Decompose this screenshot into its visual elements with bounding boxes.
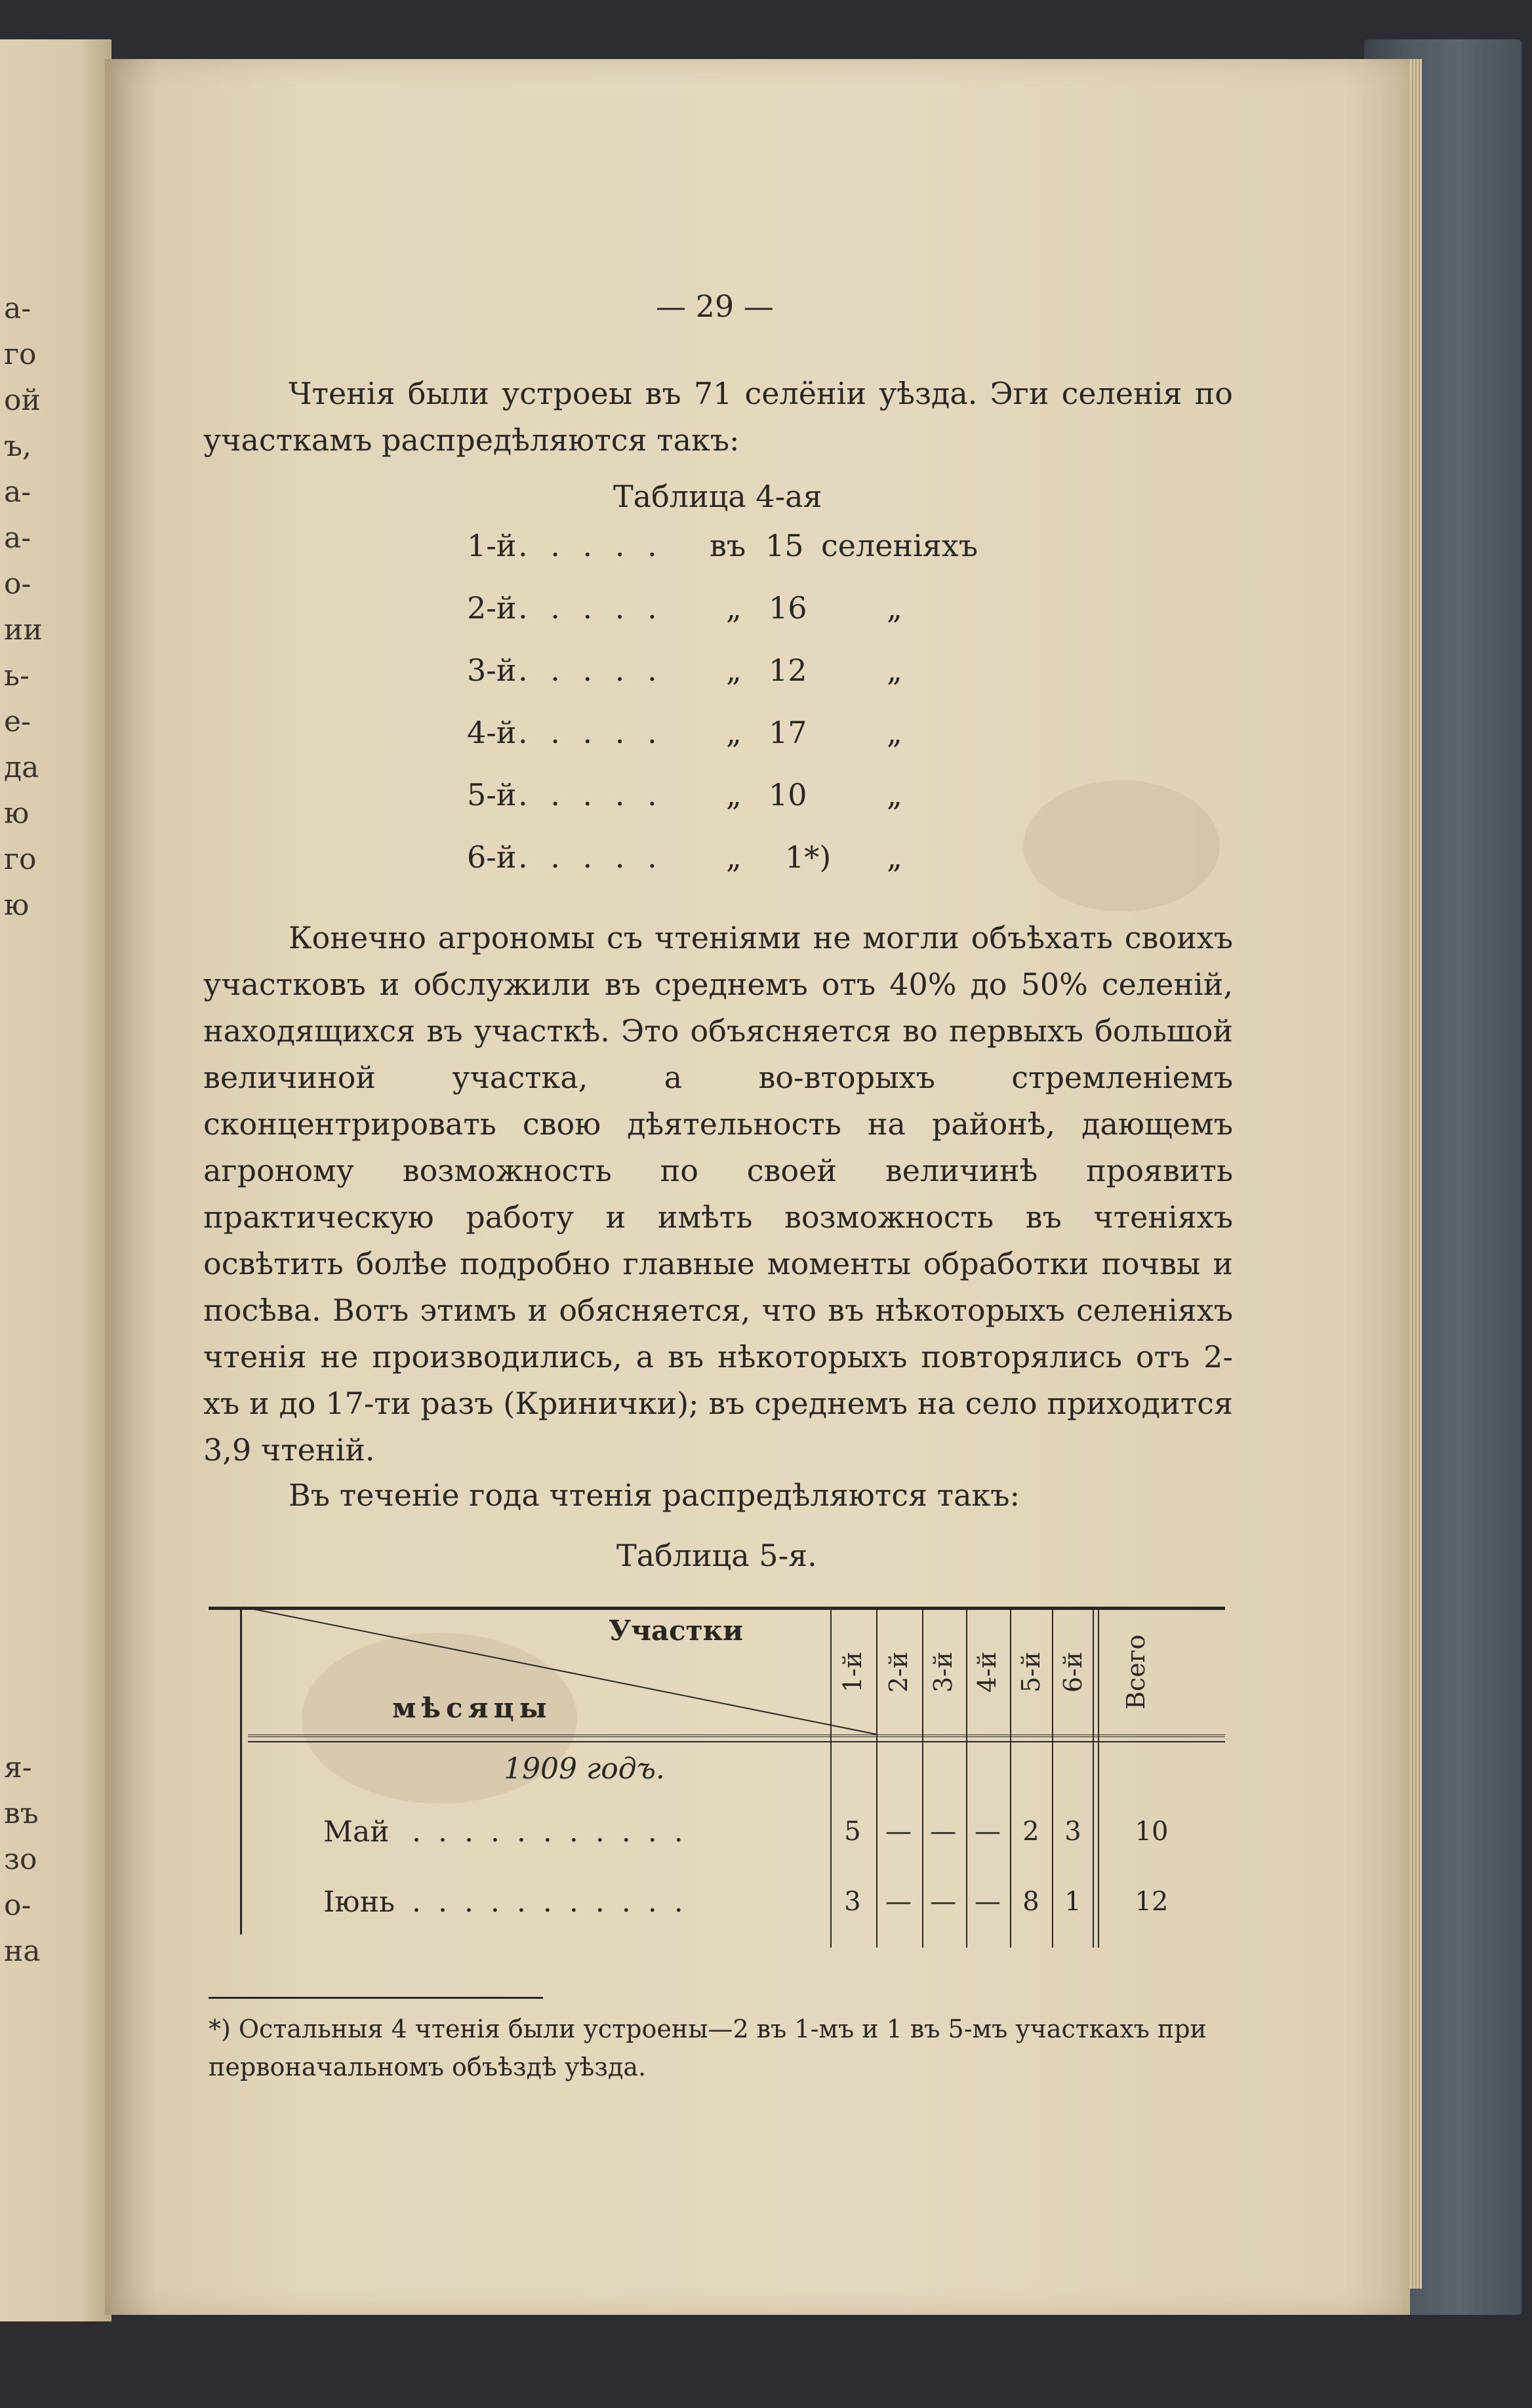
left-page-fragment: о- <box>4 1889 31 1922</box>
table-row <box>467 652 926 715</box>
left-page-fragment: а- <box>4 292 31 325</box>
table-cell: — <box>975 1816 1001 1847</box>
table-5 <box>209 1607 1225 1948</box>
left-page-fragment: е- <box>4 705 31 738</box>
row-value: 10 <box>769 777 807 813</box>
row-value: 16 <box>769 590 807 626</box>
row-label: 3-й <box>467 652 517 688</box>
table-cell: — <box>930 1887 956 1917</box>
row-prep: „ <box>726 777 742 813</box>
row-prep: „ <box>726 652 742 688</box>
row-unit: селеніяхъ <box>821 528 978 563</box>
column-header: Всего <box>1121 1634 1150 1710</box>
left-page-fragment: а- <box>4 475 31 509</box>
table-cell: 8 <box>1022 1887 1039 1917</box>
column-header: 5-й <box>1017 1651 1045 1693</box>
left-page-fragment: ю <box>4 889 30 922</box>
paragraph-intro <box>203 371 1233 464</box>
row-dots: . . . . . <box>518 777 664 813</box>
footnote-rule <box>209 1997 543 1999</box>
paragraph-main <box>203 915 1233 1474</box>
table-cell: 1 <box>1064 1887 1081 1917</box>
row-unit: „ <box>887 839 902 875</box>
column-header: 4-й <box>973 1651 1001 1693</box>
row-value: 17 <box>769 715 807 750</box>
row-dots: . . . . . . . . . . . <box>412 1885 687 1919</box>
row-dots: . . . . . <box>518 590 664 626</box>
left-page-fragment: го <box>4 338 37 371</box>
table-cell: 3 <box>844 1887 861 1917</box>
header-double-rule <box>248 1735 1225 1742</box>
row-dots: . . . . . <box>518 528 664 563</box>
footnote: *) Остальныя 4 чтенія были устроены—2 въ 1-мъ и 1 въ 5-мъ участкахъ при первоначальномъ объѣздѣ уѣзда. <box>209 2015 1207 2081</box>
left-page-fragment: го <box>4 843 37 876</box>
table-row <box>467 839 926 902</box>
table-cell: — <box>885 1816 912 1847</box>
table-cell: 3 <box>1064 1816 1081 1847</box>
table-cell-total: 10 <box>1135 1816 1169 1847</box>
left-page-fragment: ь- <box>4 659 30 692</box>
header-sections-label: Участки <box>609 1615 744 1647</box>
row-unit: „ <box>887 715 902 750</box>
left-page-fragment: ю <box>4 797 30 830</box>
row-unit: „ <box>887 590 902 626</box>
table-row <box>467 528 978 590</box>
column-rule <box>830 1607 832 1948</box>
row-value: 1*) <box>785 839 832 875</box>
column-header: 6-й <box>1058 1651 1087 1693</box>
paragraph-text: Въ теченіе года чтенія распредѣляются такъ: <box>289 1477 1020 1513</box>
header-months-label: мѣсяцы <box>392 1692 552 1724</box>
year-label: 1909 годъ. <box>504 1752 665 1786</box>
table-row <box>467 715 926 777</box>
row-value: 12 <box>769 652 807 688</box>
left-page-fragment: на <box>4 1935 41 1968</box>
row-prep: „ <box>726 715 742 750</box>
page-number: — 29 — <box>656 289 774 324</box>
row-unit: „ <box>887 652 902 688</box>
row-dots: . . . . . <box>518 652 664 688</box>
left-page-fragment: а- <box>4 521 31 555</box>
column-header: 3-й <box>929 1651 958 1693</box>
paper-stain <box>1023 780 1220 912</box>
month-label: Іюнь <box>323 1885 395 1919</box>
column-rule <box>966 1607 967 1948</box>
table-cell: 5 <box>844 1816 861 1847</box>
table-cell: — <box>885 1887 912 1917</box>
column-header: 1-й <box>838 1651 867 1693</box>
row-label: 6-й <box>467 839 517 875</box>
column-header: 2-й <box>884 1651 913 1693</box>
row-dots: . . . . . <box>518 839 664 875</box>
column-rule <box>876 1607 877 1948</box>
left-page-fragment: ой <box>4 384 41 417</box>
row-dots: . . . . . <box>518 715 664 750</box>
table-row <box>467 777 926 839</box>
row-label: 2-й <box>467 590 517 626</box>
row-prep: „ <box>726 590 742 626</box>
left-page-fragment: о- <box>4 567 31 601</box>
left-page-fragment: зо <box>4 1843 37 1876</box>
table-row <box>467 590 926 652</box>
table-cell-total: 12 <box>1135 1887 1169 1917</box>
left-page-fragment: ии <box>4 613 43 647</box>
left-page-fragment: я- <box>4 1751 32 1784</box>
left-page <box>0 39 111 2321</box>
table-cell: — <box>930 1816 956 1847</box>
paragraph-table5-intro <box>203 1472 1233 1519</box>
month-label: Май <box>323 1815 390 1849</box>
column-rule <box>1098 1607 1099 1948</box>
table-5-title: Таблица 5-я. <box>616 1538 817 1573</box>
row-dots: . . . . . . . . . . . <box>412 1815 687 1849</box>
table-left-rule <box>240 1607 242 1935</box>
left-page-fragment: ъ, <box>4 430 31 463</box>
paragraph-text: Чтенія были устроеы въ 71 селёніи уѣзда. Эги селенія по участкамъ распредѣляются такъ: <box>203 376 1233 458</box>
row-prep: „ <box>726 839 742 875</box>
row-unit: „ <box>887 777 902 813</box>
row-label: 1-й <box>467 528 517 563</box>
left-page-fragment: да <box>4 751 39 784</box>
row-value: 15 <box>765 528 804 563</box>
table-4 <box>467 528 978 902</box>
column-rule <box>1093 1607 1094 1948</box>
row-prep: въ <box>710 528 746 563</box>
table-cell: 2 <box>1022 1816 1039 1847</box>
row-label: 4-й <box>467 715 517 750</box>
table-4-title: Таблица 4-ая <box>613 479 822 514</box>
row-label: 5-й <box>467 777 517 813</box>
left-page-fragment: въ <box>4 1797 39 1830</box>
paragraph-text: Конечно агрономы съ чтеніями не могли объѣхать своихъ участковъ и обслужили въ среднемъ отъ 40% до 50% селеній, находящихся въ участкѣ. Это объясняется во первыхъ большой величиной участка, а во-вторыхъ стремленіемъ сконцентрировать свою дѣятельность на районѣ, дающемъ агроному возможность по своей величинѣ проявить практическую работу и имѣть возможность въ чтеніяхъ освѣтить болѣе подробно главные моменты обработки почвы и посѣва. Вотъ этимъ и обясняется, что въ нѣкоторыхъ селеніяхъ чтенія не производились, а въ нѣкоторыхъ повторялись отъ 2-хъ и до 17-ти разъ (Кринички); въ среднемъ на село приходится 3,9 чтеній. <box>203 920 1233 1468</box>
table-cell: — <box>975 1887 1001 1917</box>
